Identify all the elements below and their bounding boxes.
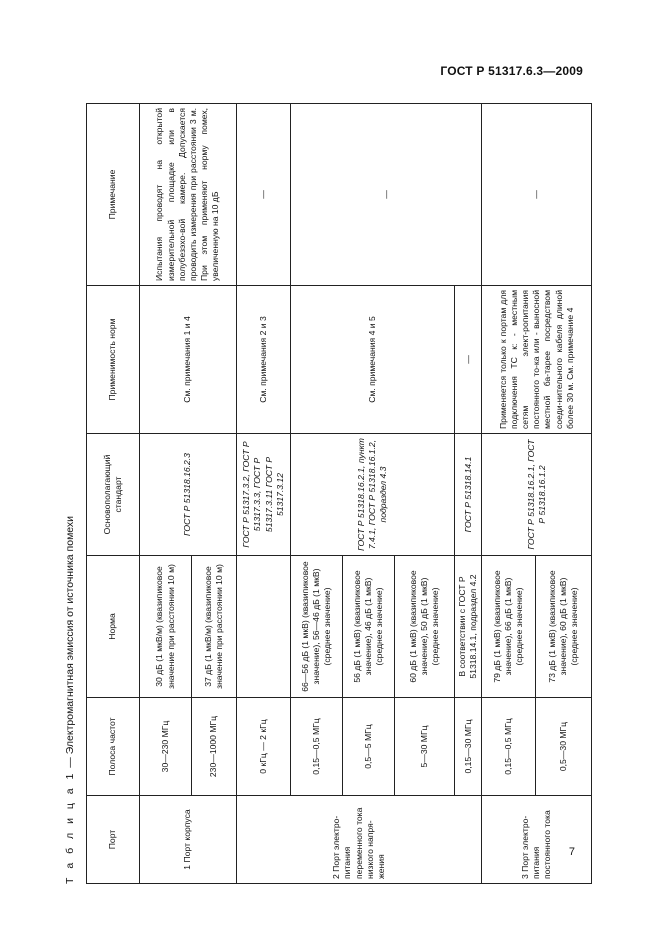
- norm-cell: 30 дБ (1 мкВ/м) (квазипиковое значение при расстоянии 10 м): [140, 556, 192, 698]
- col-header-applicability: Применимость норм: [87, 286, 140, 434]
- frequency-cell: 0,5—5 МГц: [343, 698, 395, 796]
- standard-cell: ГОСТ Р 51318.16.2.3: [140, 434, 237, 556]
- norm-cell: [237, 556, 291, 698]
- applicability-cell: См. примечания 1 и 4: [140, 286, 237, 434]
- table-header-row: [87, 104, 140, 884]
- note-cell: —: [482, 104, 592, 286]
- table-caption: [60, 94, 80, 884]
- norm-cell: 79 дБ (1 мкВ) (квазипиковое значение), 66 дБ (1 мкВ) (среднее значение): [482, 556, 536, 698]
- norm-cell: 66—56 дБ (1 мкВ) (квазипиковое значение), 56—46 дБ (1 мкВ) (среднее значение): [291, 556, 343, 698]
- port-cell: 2 Порт электро-питания переменного тока низкого напря-жения: [237, 796, 482, 884]
- applicability-cell: Применяется только к портам для подключения ТС к: - местным сетям элект-ропитания постоянного то-ка или - выносной местной ба-тарее посредством соеди-нительного кабеля длиной более 30 м. См. примечание 4: [482, 286, 592, 434]
- port-cell: 1 Порт корпуса: [140, 796, 237, 884]
- port-cell: 3 Порт электро-питания постоянного тока: [482, 796, 592, 884]
- norm-cell: В соответствии с ГОСТ Р 51318.14.1, подраздел 4.2: [455, 556, 482, 698]
- col-header-norm: Норма: [87, 556, 140, 698]
- applicability-cell: См. примечания 4 и 5: [291, 286, 455, 434]
- document-code: ГОСТ Р 51317.6.3—2009: [440, 64, 583, 78]
- standard-cell: ГОСТ Р 51317.3.2, ГОСТ Р 51317.3.3, ГОСТ Р 51317.3.11 ГОСТ Р 51317.3.12: [237, 434, 291, 556]
- note-cell: —: [237, 104, 291, 286]
- frequency-cell: 0,5—30 МГц: [536, 698, 592, 796]
- standard-cell: ГОСТ Р 51318.16.2.1, ГОСТ Р 51318.16.1.2: [482, 434, 592, 556]
- page-number: 7: [568, 846, 575, 858]
- frequency-cell: 0 кГц — 2 кГц: [237, 698, 291, 796]
- col-header-standard: Основополагающий стандарт: [87, 434, 140, 556]
- table-row: [482, 104, 536, 884]
- applicability-cell: См. примечания 2 и 3: [237, 286, 291, 434]
- frequency-cell: 0,15—0,5 МГц: [482, 698, 536, 796]
- table-caption-text: — Электромагнитная эмиссия от источника помехи: [64, 515, 76, 771]
- frequency-cell: 0,15—30 МГц: [455, 698, 482, 796]
- norm-cell: 60 дБ (1 мкВ) (квазипиковое значение), 50 дБ (1 мкВ) (среднее значение): [395, 556, 455, 698]
- standard-cell: ГОСТ Р 51318.16.2.1, пункт 7.4.1, ГОСТ Р 51318.16.1.2, подраздел 4.3: [291, 434, 455, 556]
- norm-cell: 37 дБ (1 мкВ/м) (квазипиковое значение при расстоянии 10 м): [192, 556, 237, 698]
- frequency-cell: 30—230 МГц: [140, 698, 192, 796]
- standard-cell: ГОСТ Р 51318.14.1: [455, 434, 482, 556]
- frequency-cell: 230—1000 МГц: [192, 698, 237, 796]
- applicability-cell: —: [455, 286, 482, 434]
- note-cell: —: [291, 104, 482, 286]
- table-caption-label: Т а б л и ц а 1: [64, 770, 76, 884]
- col-header-frequency: Полоса частот: [87, 698, 140, 796]
- note-cell: Испытания проводят на открытой измерительной площадке или в полубезэхо-вой камере. Допускается проводить измерения при расстоянии 3 м. При этом применяют норму помех, увеличенную на 10 дБ: [140, 104, 237, 286]
- table-row: [140, 104, 192, 884]
- col-header-note: Примечание: [87, 104, 140, 286]
- col-header-port: Порт: [87, 796, 140, 884]
- norm-cell: 73 дБ (1 мкВ) (квазипиковое значение), 60 дБ (1 мкВ) (среднее значение): [536, 556, 592, 698]
- frequency-cell: 5—30 МГц: [395, 698, 455, 796]
- rotated-table-block: [60, 94, 580, 884]
- frequency-cell: 0,15—0,5 МГц: [291, 698, 343, 796]
- table-row: [291, 104, 343, 884]
- norm-cell: 56 дБ (1 мкВ) (квазипиковое значение), 46 дБ (1 мкВ) (среднее значение): [343, 556, 395, 698]
- table-row: [237, 104, 291, 884]
- emission-table: [86, 103, 592, 884]
